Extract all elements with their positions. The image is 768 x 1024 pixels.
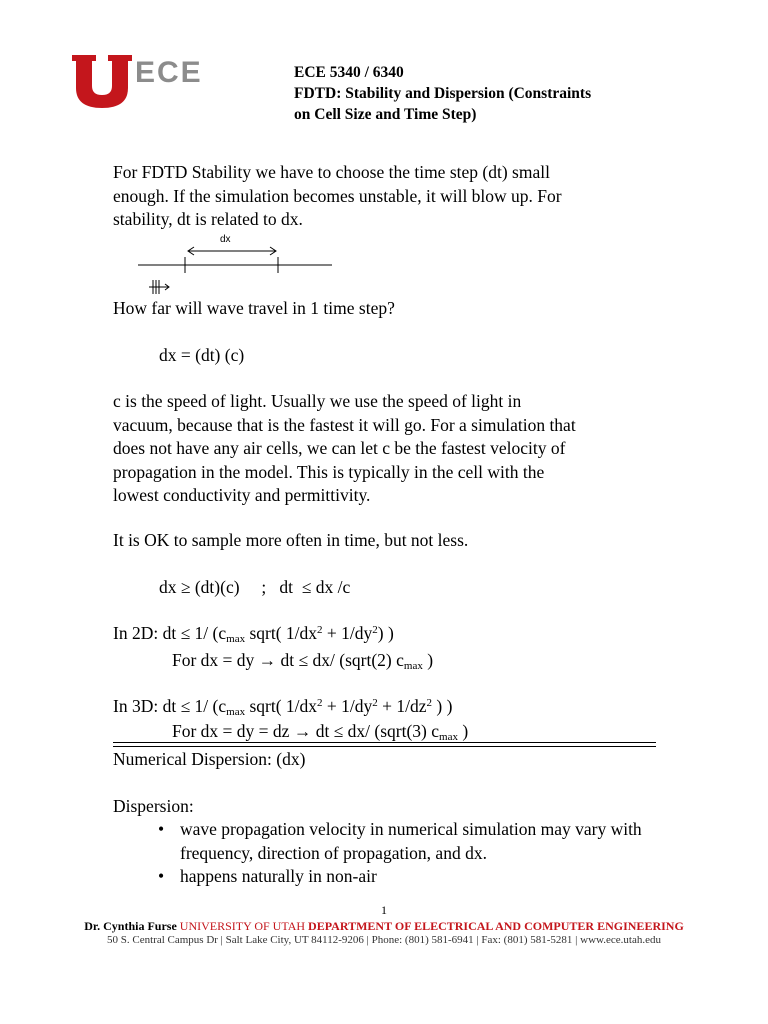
dx-diagram [136, 230, 336, 300]
list-item: • happens naturally in non-air [158, 865, 658, 889]
title-line-2: on Cell Size and Time Step) [294, 106, 477, 123]
equation-dx: dx = (dt) (c) [159, 345, 245, 365]
section-divider [113, 746, 656, 747]
paragraph-line: propagation in the model. This is typically in the cell with the [113, 461, 545, 482]
footer-credit: Dr. Cynthia Furse UNIVERSITY OF UTAH DEPARTMENT OF ELECTRICAL AND COMPUTER ENGINEERING [84, 919, 684, 933]
stability-2d-equal: For dx = dy → dt ≤ dx/ (sqrt(2) $c_{max}$ ) [172, 650, 434, 672]
intro-line: stability, dt is related to dx. [113, 209, 303, 229]
title-line-1: FDTD: Stability and Dispersion (Constraints [294, 85, 592, 102]
dispersion-bullets [158, 818, 658, 889]
list-item: • wave propagation velocity in numerical simulation may vary with frequency, direction of propagation, and dx. [158, 819, 642, 863]
stability-3d-equal: For dx = dy = dz → dt ≤ dx/ (sqrt(3) $c_{max}$ ) [172, 721, 469, 743]
dispersion-heading: Dispersion: [113, 796, 194, 816]
paragraph-line: lowest conductivity and permittivity. [113, 485, 371, 505]
paragraph-line: does not have any air cells, we can let c be the fastest velocity of [113, 438, 566, 458]
sampling-text: It is OK to sample more often in time, but not less. [113, 530, 469, 550]
question-text: How far will wave travel in 1 time step? [113, 298, 395, 318]
document-header [294, 62, 591, 125]
section-divider [113, 742, 656, 743]
block-u-logo [72, 55, 132, 108]
intro-paragraph [113, 161, 673, 232]
speed-of-light-paragraph [113, 390, 673, 508]
footer-address: 50 S. Central Campus Dr | Salt Lake City, UT 84112-9206 | Phone: (801) 581-6941 | Fax: (801) 581-5281 | www.ece.utah.edu [107, 934, 661, 946]
intro-line: For FDTD Stability we have to choose the time step (dt) small [113, 162, 550, 182]
paragraph-line: vacuum, because that is the fastest it will go. For a simulation that [113, 414, 576, 435]
page-number: 1 [381, 903, 387, 917]
inequality: dx ≥ (dt)(c) ; dt ≤ dx /c [159, 577, 351, 597]
ece-wordmark: ECE [135, 56, 203, 89]
intro-line: enough. If the simulation becomes unstable, it will blow up. For [113, 185, 562, 206]
paragraph-line: c is the speed of light. Usually we use the speed of light in [113, 391, 522, 411]
dx-label: dx [220, 234, 231, 245]
course-number: ECE 5340 / 6340 [294, 64, 404, 81]
bullet-icon: • [158, 819, 165, 839]
stability-2d: In 2D: dt ≤ 1/ ($c_{max}$ sqrt( $1/dx^2 + 1/dy^2$) ) [113, 623, 394, 645]
numerical-dispersion-heading: Numerical Dispersion: (dx) [113, 749, 306, 769]
stability-3d: In 3D: dt ≤ 1/ ($c_{max}$ sqrt( $1/dx^2 + 1/dy^2 + 1/dz^2$ ) ) [113, 696, 453, 718]
bullet-icon: • [158, 866, 165, 886]
u-ece-logo [72, 52, 232, 110]
